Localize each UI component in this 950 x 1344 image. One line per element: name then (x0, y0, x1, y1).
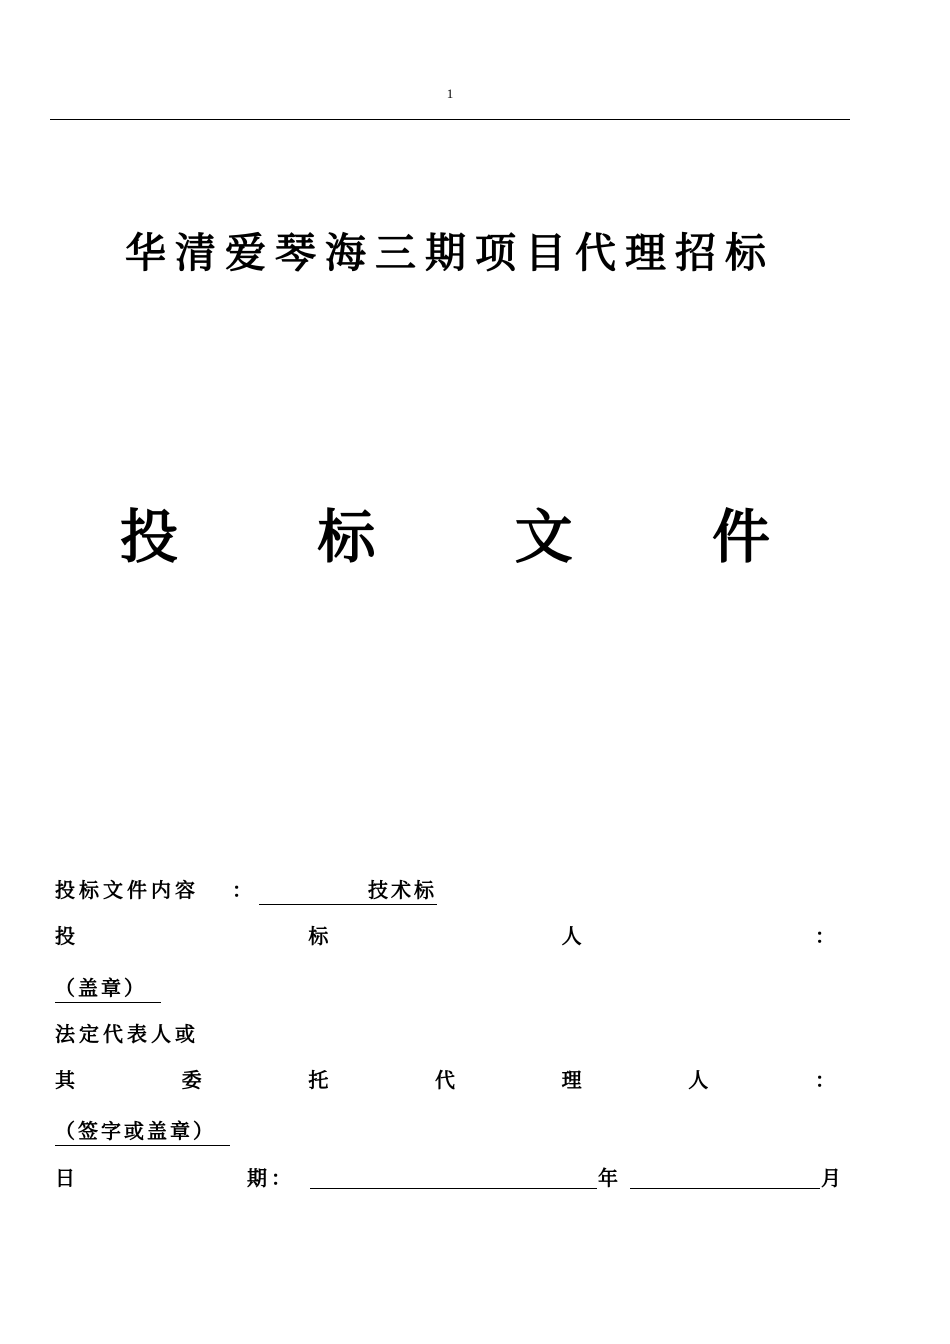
bidder-char: 标 (308, 924, 329, 948)
page-number: 1 (446, 86, 454, 101)
agent-char: ： (814, 1068, 835, 1092)
seal-note: （盖章） (55, 974, 161, 1003)
agent-row (55, 1066, 835, 1094)
doc-title-char: 件 (711, 503, 770, 571)
doc-title-char: 投 (120, 503, 179, 571)
date-label-char: 日 (55, 1166, 75, 1190)
month-blank[interactable] (630, 1166, 820, 1189)
content-colon: ： (232, 878, 252, 902)
doc-title-char: 标 (317, 503, 376, 571)
year-label: 年 (598, 1166, 618, 1190)
doc-title-char: 文 (514, 503, 573, 571)
document-title (120, 497, 770, 577)
sign-note: （签字或盖章） (55, 1117, 230, 1146)
bidder-char: ： (814, 924, 835, 948)
project-title: 华清爱琴海三期项目代理招标 (125, 229, 775, 277)
agent-char: 人 (688, 1068, 709, 1092)
bidder-char: 投 (55, 924, 75, 948)
content-label: 投标文件内容 (55, 878, 199, 902)
month-label: 月 (821, 1166, 841, 1190)
content-value: 技术标 (368, 878, 437, 902)
header-divider (50, 119, 850, 120)
agent-char: 理 (561, 1068, 582, 1092)
year-blank[interactable] (310, 1166, 597, 1189)
bidder-row (55, 922, 835, 950)
agent-char: 委 (181, 1068, 202, 1092)
date-label-char: 期： (247, 1166, 295, 1190)
agent-char: 其 (55, 1068, 75, 1092)
agent-char: 托 (308, 1068, 329, 1092)
bidder-char: 人 (561, 924, 582, 948)
legal-rep-label: 法定代表人或 (55, 1022, 199, 1046)
agent-char: 代 (434, 1068, 455, 1092)
content-value-field (259, 876, 437, 905)
